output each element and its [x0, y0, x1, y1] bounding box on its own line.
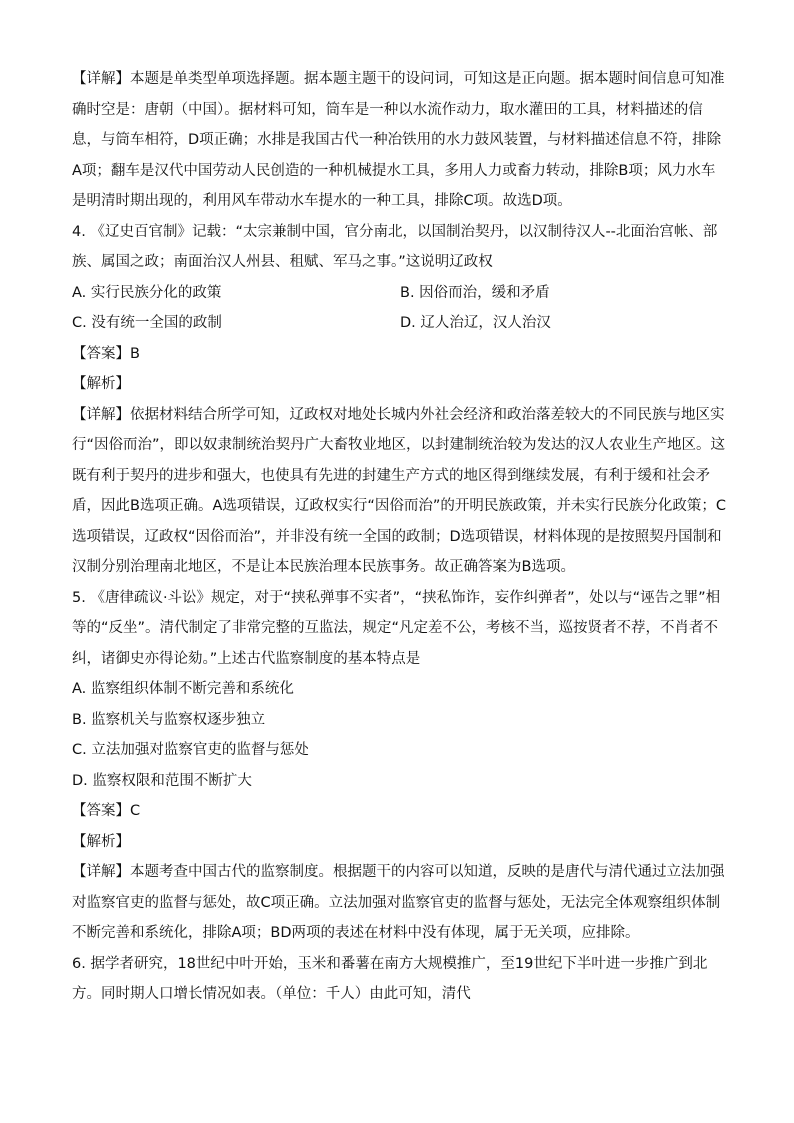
q4-options-row-1	[72, 278, 728, 309]
q5-option-d: D. 监察权限和范围不断扩大	[72, 772, 252, 789]
q5-stem: 5. 《唐律疏议·斗讼》规定，对于“挟私弹事不实者”，“挟私饰诈，妄作纠弹者”，处以与“诬告之罪”相等的“反坐”。清代制定了非常完整的互监法，规定“凡定差不公，考核不当，巡按贤者不荐，不肖者不纠，诸御史亦得论劾。”上述古代监察制度的基本特点是	[72, 589, 721, 667]
q4-option-b: B. 因俗而治，缓和矛盾	[400, 284, 550, 301]
q4-analysis-label: 【解析】	[72, 376, 130, 392]
q4-answer: 【答案】B	[72, 345, 140, 362]
q6-stem: 6. 据学者研究，18世纪中叶开始，玉米和番薯在南方大规模推广，至19世纪下半叶进一步推广到北方。同时期人口增长情况如表。（单位：千人）由此可知，清代	[72, 955, 708, 1002]
document-page	[72, 64, 728, 1010]
q4-option-d: D. 辽人治辽，汉人治汉	[400, 315, 551, 331]
q3-detail: 【详解】本题是单类型单项选择题。据本题主题干的设问词，可知这是正向题。据本题时间信息可知准确时空是：唐朝（中国）。据材料可知，筒车是一种以水流作动力，取水灌田的工具，材料描述的信息，与筒车相符，D项正确；水排是我国古代一种冶铁用的水力鼓风装置，与材料描述信息不符，排除A项；翻车是汉代中国劳动人民创造的一种机械提水工具，多用人力或畜力转动，排除B项；风力水车是明清时期出现的，利用风车带动水车提水的一种工具，排除C项。故选D项。	[72, 71, 725, 209]
q4-detail: 【详解】依据材料结合所学可知，辽政权对地处长城内外社会经济和政治落差较大的不同民族与地区实行“因俗而治”，即以奴隶制统治契丹广大畜牧业地区，以封建制统治较为发达的汉人农业生产地区。这既有利于契丹的进步和强大，也使具有先进的封建生产方式的地区得到继续发展，有利于缓和社会矛盾，因此B选项正确。A选项错误，辽政权实行“因俗而治”的开明民族政策，并未实行民族分化政策；C选项错误，辽政权“因俗而治”，并非没有统一全国的政制；D选项错误，材料体现的是按照契丹国制和汉制分别治理南北地区，不是让本民族治理本民族事务。故正确答案为B选项。	[72, 406, 727, 575]
q4-option-c: C. 没有统一全国的政制	[72, 315, 222, 331]
q5-option-a: A. 监察组织体制不断完善和系统化	[72, 681, 294, 697]
q4-stem: 4. 《辽史百官制》记载：“太宗兼制中国，官分南北，以国制治契丹，以汉制待汉人--北面治宫帐、部族、属国之政；南面治汉人州县、租赋、军马之事。”这说明辽政权	[72, 223, 718, 270]
q5-option-b: B. 监察机关与监察权逐步独立	[72, 711, 266, 728]
q4-options-row-2	[72, 308, 728, 339]
q4-option-a: A. 实行民族分化的政策	[72, 284, 222, 301]
q5-analysis-label: 【解析】	[72, 833, 130, 850]
q5-answer: 【答案】C	[72, 803, 141, 819]
q5-option-c: C. 立法加强对监察官吏的监督与惩处	[72, 742, 309, 758]
q5-detail: 【详解】本题考查中国古代的监察制度。根据题干的内容可以知道，反映的是唐代与清代通过立法加强对监察官吏的监督与惩处，故C项正确。立法加强对监察官吏的监督与惩处，无法完全体观察组织体制不断完善和系统化，排除A项；BD两项的表述在材料中没有体现，属于无关项，应排除。	[72, 864, 725, 941]
